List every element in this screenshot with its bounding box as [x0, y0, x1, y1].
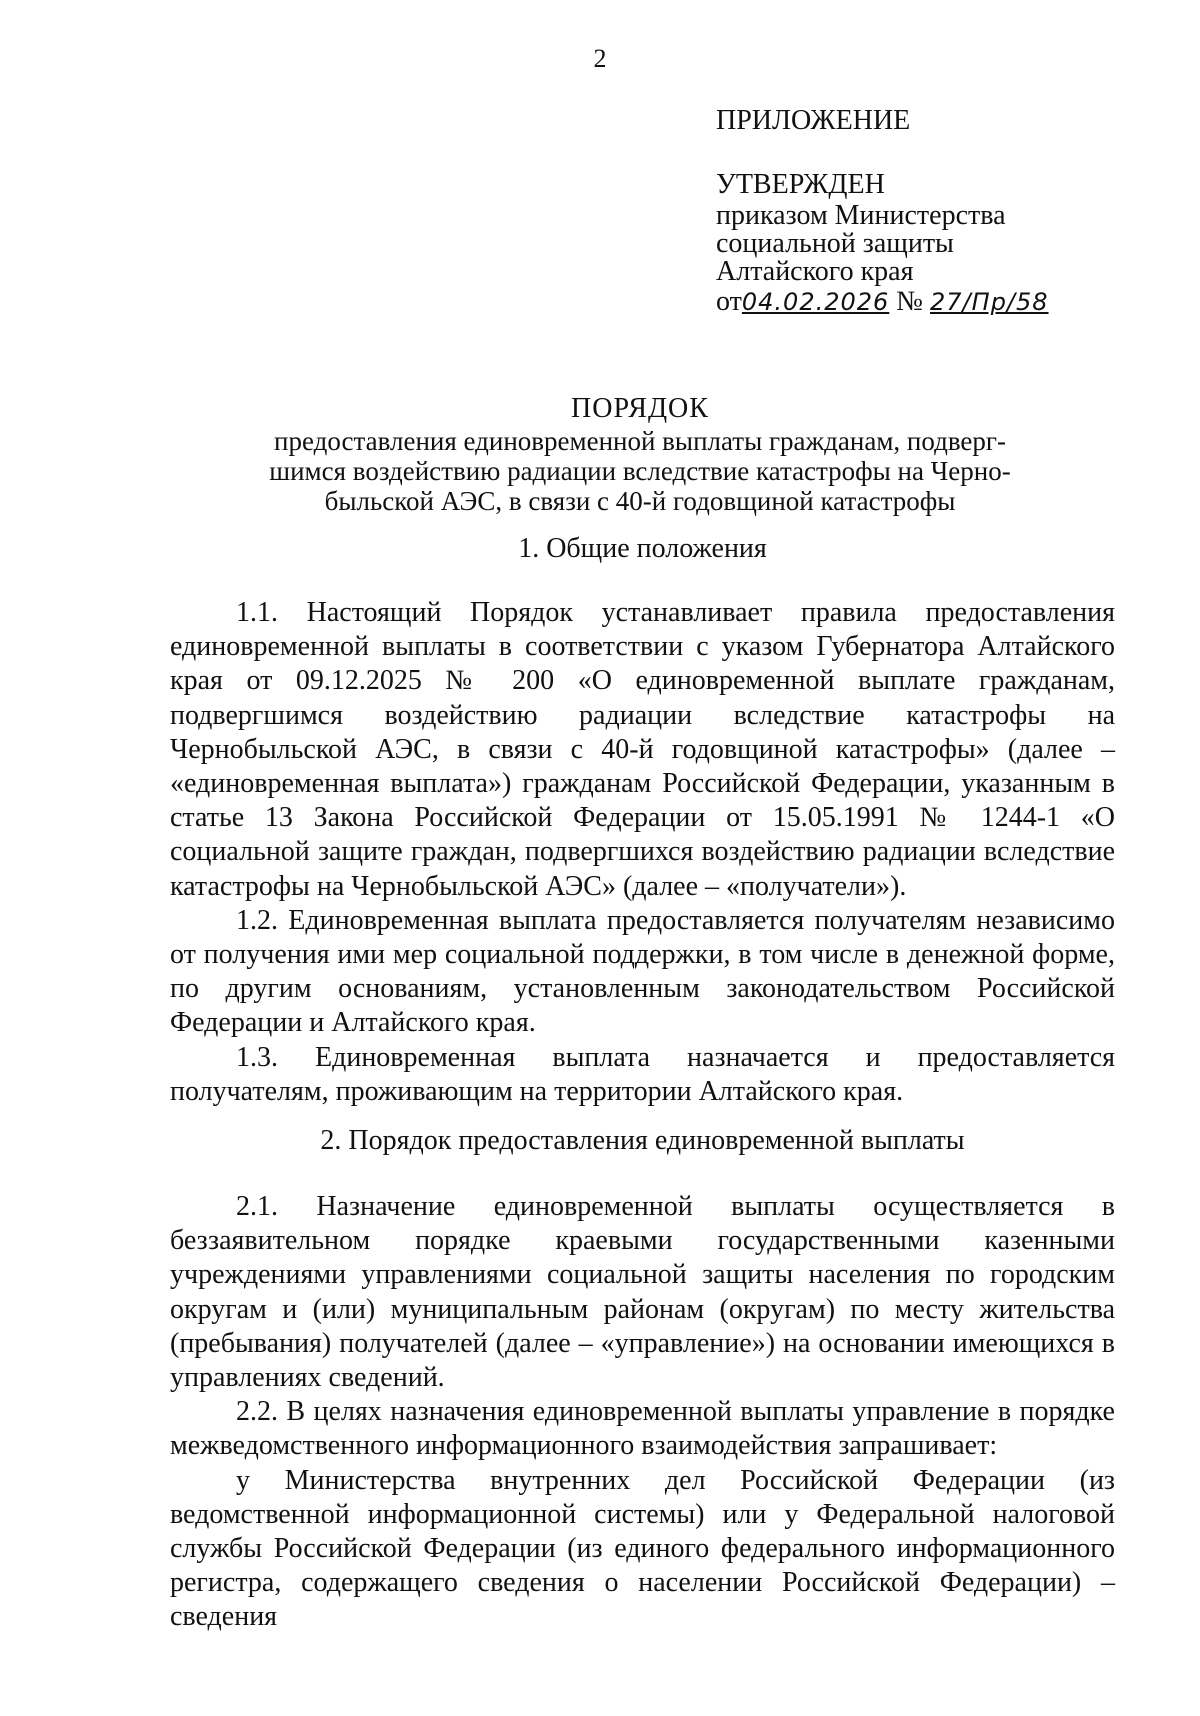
page-number: 2 — [593, 44, 607, 73]
from-label: от — [716, 286, 742, 317]
paragraph-2-1: 2.1. Назначение единовременной выплаты осуществляется в беззаявительном порядке краевыми государственными казенными учреждениями управлениями социальной защиты населения по городским округам и (или) муниципальным районам (округам) по месту жительства (пребывания) получателей (далее – «управление») на основании имеющихся в управлениях сведений. — [170, 1191, 1115, 1394]
title-subtitle-line: быльской АЭС, в связи с 40-й годовщиной катастрофы — [324, 486, 956, 516]
paragraph-2-2: 2.2. В целях назначения единовременной выплаты управление в порядке межведомственного информационного взаимодействия запрашивает: — [170, 1396, 1115, 1462]
paragraph-1-2: 1.2. Единовременная выплата предоставляется получателям независимо от получения ими мер социальной поддержки, в том числе в денежной форме, по другим основаниям, установленным законодательством Российской Федерации и Алтайского края. — [170, 904, 1115, 1039]
order-date-number — [716, 286, 1176, 318]
approval-line-region: Алтайского края — [716, 256, 914, 287]
section-heading-general: 1. Общие положения — [518, 533, 767, 564]
approved-label: УТВЕРЖДЕН — [716, 169, 885, 200]
approval-line-social: социальной защиты — [716, 228, 954, 259]
section-body-procedure — [170, 1190, 1115, 1635]
approval-block — [716, 104, 1176, 318]
handwritten-number: 27/Пр/58 — [930, 288, 1049, 316]
section-heading-procedure: 2. Порядок предоставления единовременной выплаты — [320, 1125, 965, 1156]
number-label: № — [896, 286, 924, 317]
paragraph-1-3: 1.3. Единовременная выплата назначается и предоставляется получателям, проживающим на территории Алтайского края. — [170, 1041, 1115, 1107]
title-main: ПОРЯДОК — [571, 393, 709, 424]
annex-label: ПРИЛОЖЕНИЕ — [716, 105, 911, 136]
title-subtitle-line: шимся воздействию радиации вследствие катастрофы на Черно- — [269, 456, 1011, 486]
title-subtitle-line: предоставления единовременной выплаты гражданам, подверг- — [274, 426, 1006, 456]
paragraph-2-2-continuation: у Министерства внутренних дел Российской Федерации (из ведомственной информационной системы) или у Федеральной налоговой службы Российской Федерации (из единого федерального информационного регистра, содержащего сведения о населении Российской Федерации) – сведения — [170, 1464, 1115, 1633]
section-body-general — [170, 596, 1115, 1109]
document-title — [240, 392, 1040, 516]
paragraph-1-1: 1.1. Настоящий Порядок устанавливает правила предоставления единовременной выплаты в соответствии с указом Губернатора Алтайского края от 09.12.2025 № 200 «О единовременной выплате гражданам, подвергшимся воздействию радиации вследствие катастрофы на Чернобыльской АЭС, в связи с 40-й годовщиной катастрофы» (далее – «единовременная выплата») гражданам Российской Федерации, указанным в статье 13 Закона Российской Федерации от 15.05.1991 № 1244-1 «О социальной защите граждан, подвергшихся воздействию радиации вследствие катастрофы на Чернобыльской АЭС» (далее – «получатели»). — [170, 597, 1115, 902]
approval-line-ministry: приказом Министерства — [716, 200, 1006, 231]
handwritten-date: 04.02.2026 — [741, 288, 890, 316]
